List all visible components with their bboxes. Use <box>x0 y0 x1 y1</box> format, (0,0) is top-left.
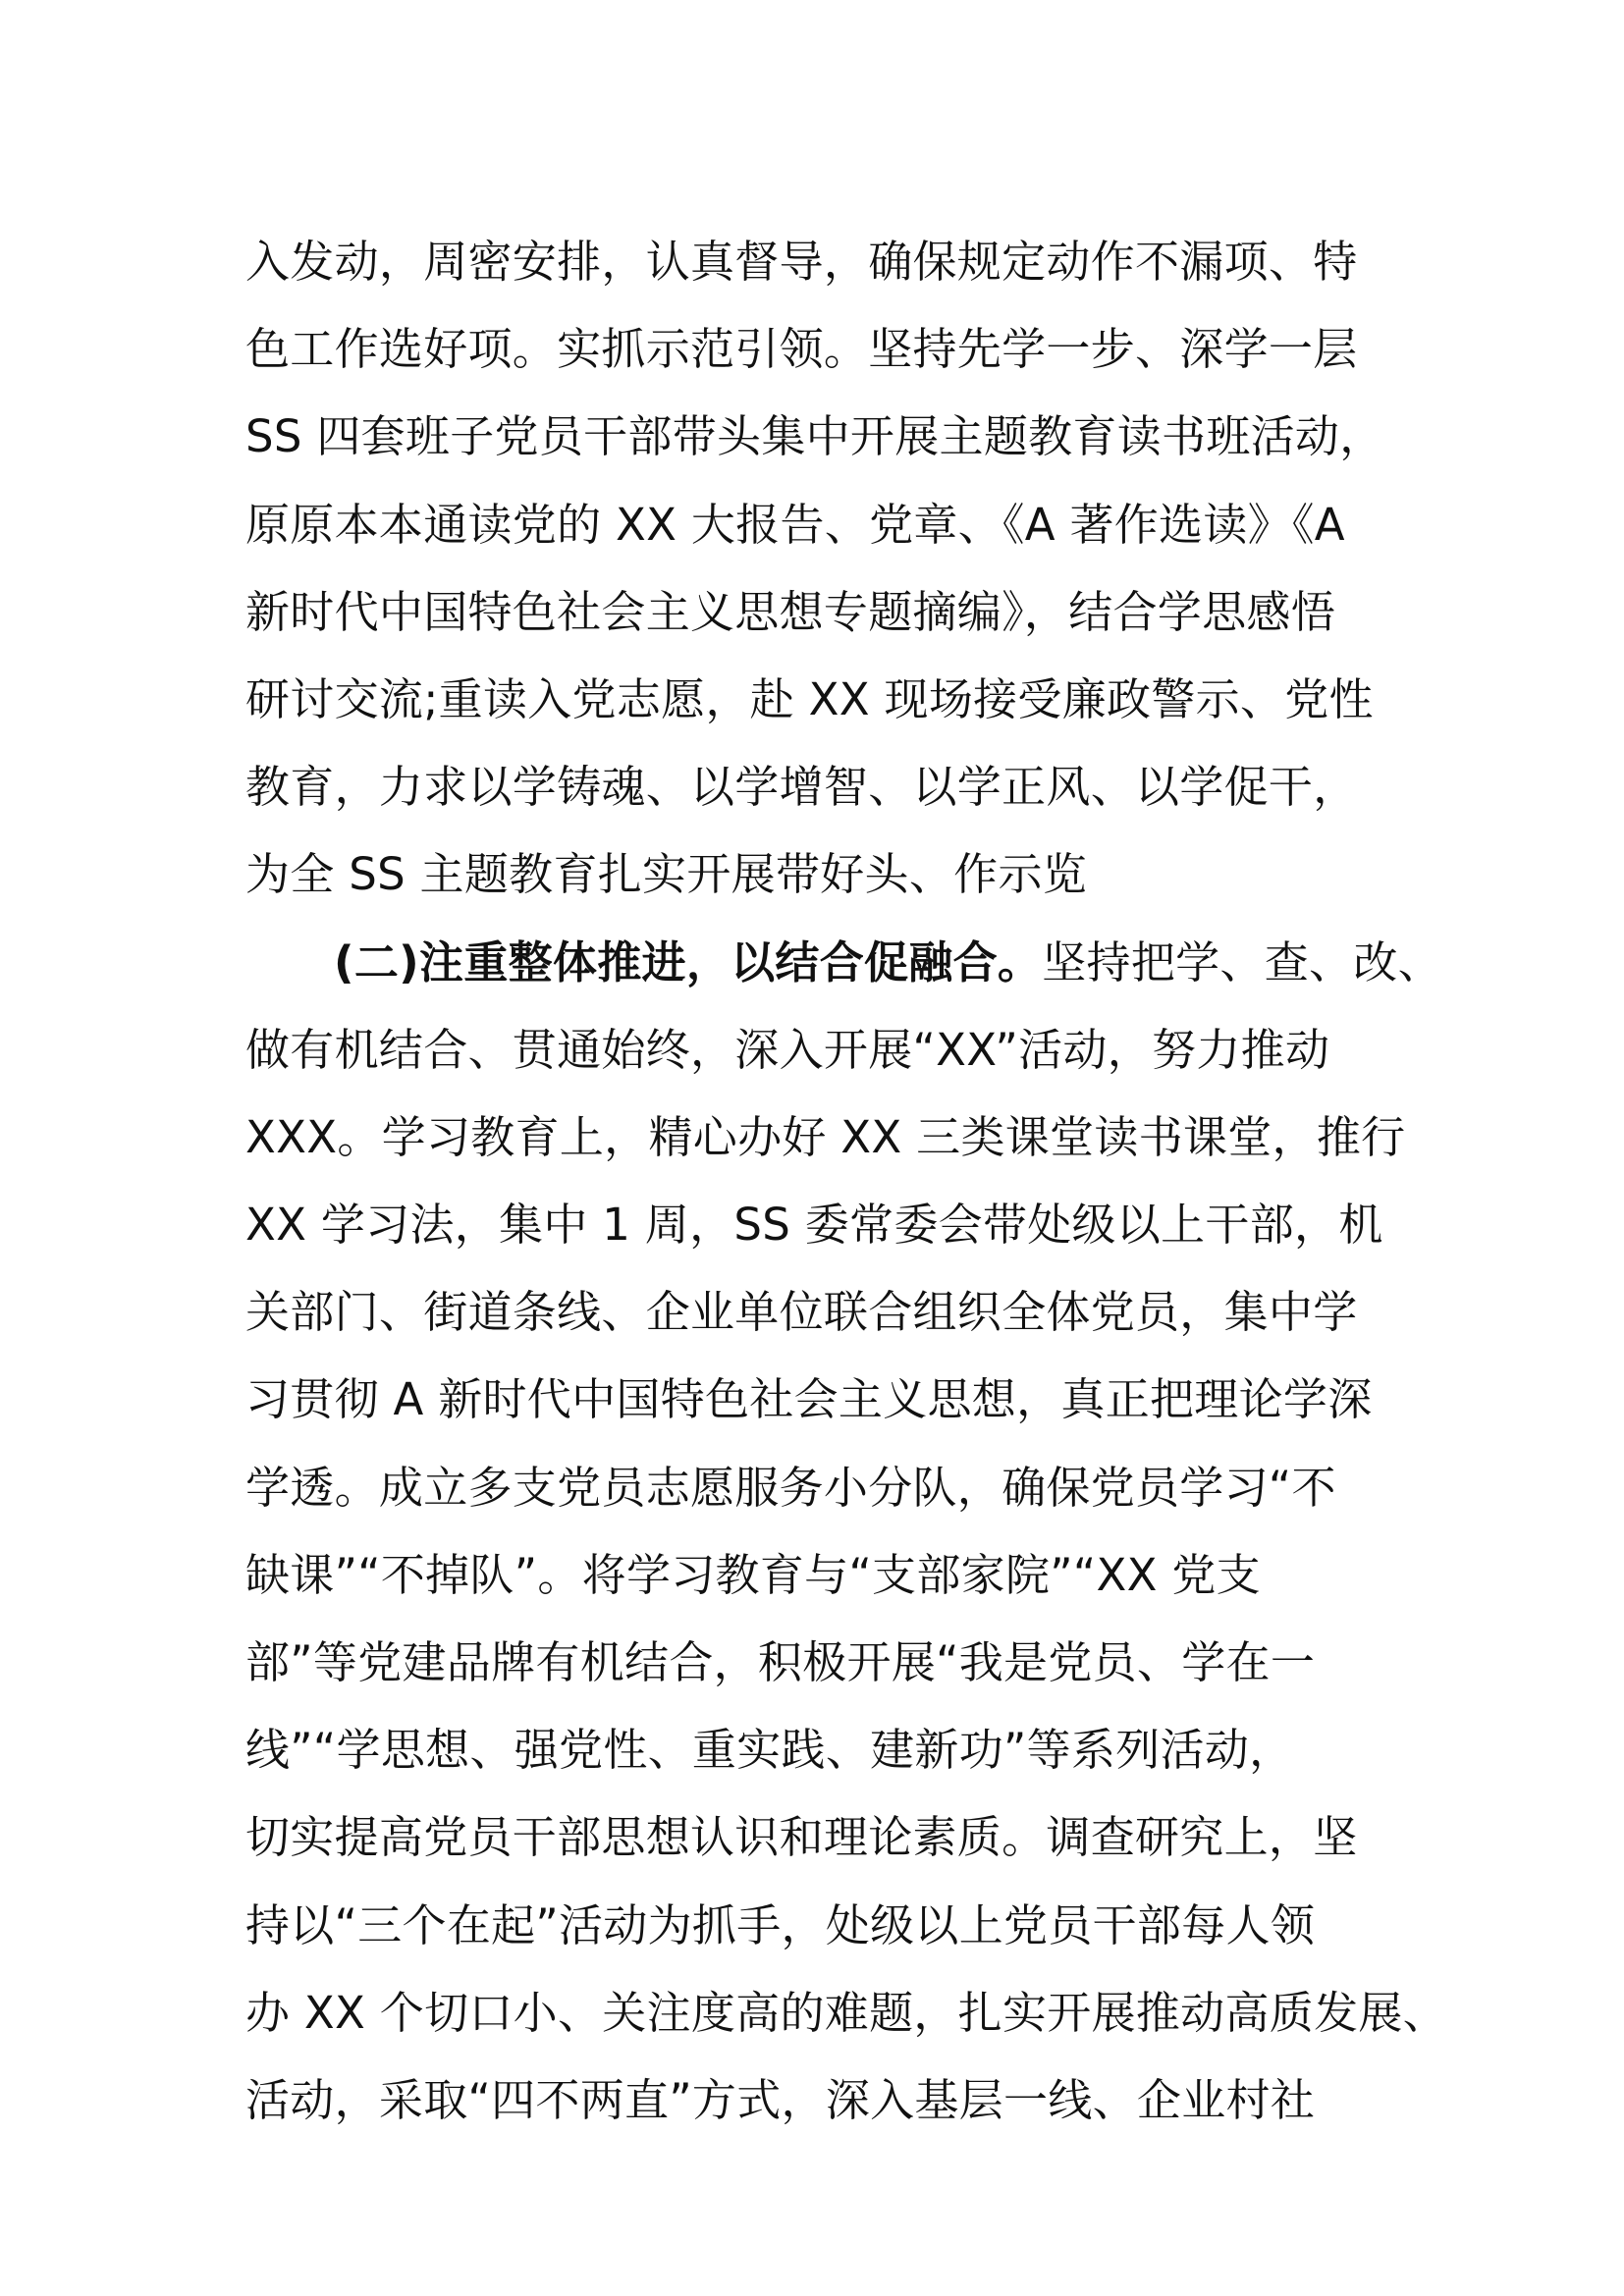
paragraph-line: 教育，力求以学铸魂、以学增智、以学正风、以学促干， <box>245 761 1358 814</box>
paragraph-line: 线”“学思想、强党性、重实践、建新功”等系列活动， <box>245 1724 1294 1777</box>
section-first-line-text: 坚持把学、查、改、 <box>1042 935 1442 988</box>
paragraph-line: 活动，采取“四不两直”方式，深入基层一线、企业村社 <box>245 2073 1316 2126</box>
paragraph-line: 缺课”“不掉队”。将学习教育与“支部家院”“XX 党支 <box>245 1548 1261 1601</box>
paragraph-line: 持以“三个在起”活动为抓手，处级以上党员干部每人领 <box>245 1898 1316 1951</box>
paragraph-line: 习贯彻 A 新时代中国特色社会主义思想，真正把理论学深 <box>245 1373 1373 1426</box>
paragraph-line: 切实提高党员干部思想认识和理论素质。调查研究上，坚 <box>245 1811 1358 1864</box>
paragraph-line: 部”等党建品牌有机结合，积极开展“我是党员、学在一 <box>245 1636 1316 1688</box>
paragraph-line: 为全 SS 主题教育扎实开展带好头、作示览 <box>245 848 1088 901</box>
paragraph-line: 做有机结合、贯通始终，深入开展“XX”活动，努力推动 <box>245 1023 1330 1076</box>
section-heading: (二)注重整体推进，以结合促融合。 <box>334 935 1043 988</box>
paragraph-line: 关部门、街道条线、企业单位联合组织全体党员，集中学 <box>245 1286 1358 1339</box>
paragraph-line: 色工作选好项。实抓示范引领。坚持先学一步、深学一层 <box>245 323 1358 376</box>
paragraph-line: XX 学习法，集中 1 周，SS 委常委会带处级以上干部，机 <box>245 1199 1383 1252</box>
paragraph-line: XXX。学习教育上，精心办好 XX 三类课堂读书课堂，推行 <box>245 1110 1406 1163</box>
body-text <box>245 218 1463 2144</box>
paragraph-line: 原原本本通读党的 XX 大报告、党章、《A 著作选读》《A <box>245 498 1345 551</box>
paragraph-line: 入发动，周密安排，认真督导，确保规定动作不漏项、特 <box>245 236 1358 288</box>
paragraph-line: 办 XX 个切口小、关注度高的难题，扎实开展推动高质发展、 <box>245 1986 1447 2039</box>
section-first-line <box>245 919 1463 1006</box>
paragraph-line: 学透。成立多支党员志愿服务小分队，确保党员学习“不 <box>245 1461 1336 1514</box>
paragraph-line: 研讨交流;重读入党志愿，赴 XX 现场接受廉政警示、党性 <box>245 672 1374 725</box>
paragraph-line: SS 四套班子党员干部带头集中开展主题教育读书班活动， <box>245 410 1384 463</box>
paragraph-line: 新时代中国特色社会主义思想专题摘编》，结合学思感悟 <box>245 585 1336 638</box>
